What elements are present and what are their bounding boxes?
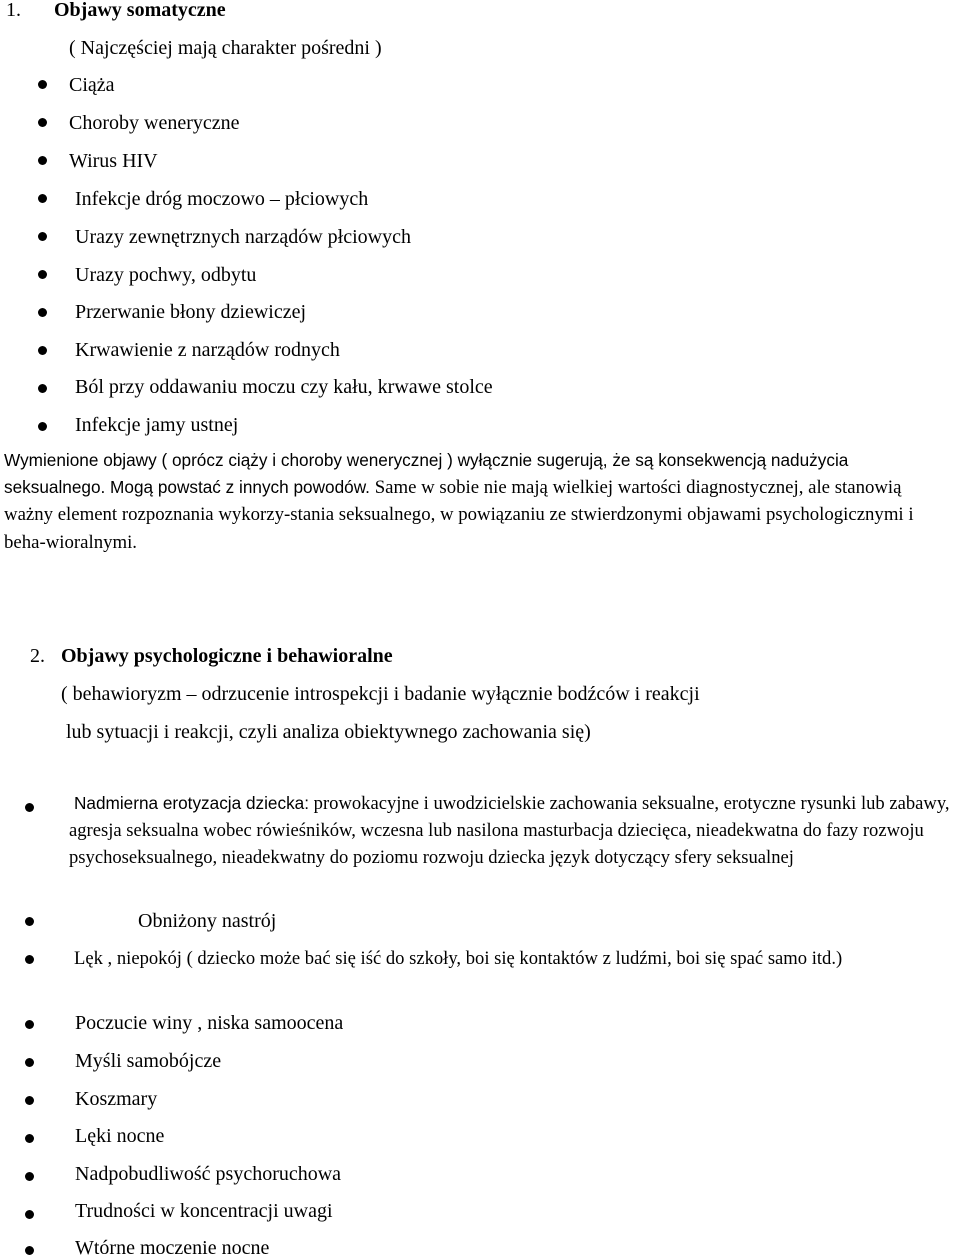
list-item: Krwawienie z narządów rodnych [75,339,340,361]
list-item: Wtórne moczenie nocne [75,1237,270,1259]
paragraph-part-1: Wymienione objawy ( oprócz ciąży i choroby wenerycznej ) wyłącznie sugerują, że są konsekwencją nadużycia seksualnego. Mogą powstać z innych powodów. [4,450,849,497]
bullet-icon [38,194,47,203]
list-item: Trudności w koncentracji uwagi [75,1200,333,1222]
bullet-icon [38,118,47,127]
item-lead: Nadmierna erotyzacja dziecka: [74,793,310,813]
bullet-icon [38,308,47,317]
bullet-icon [25,1172,34,1181]
list-item: Choroby weneryczne [69,112,240,134]
bullet-icon [38,156,47,165]
list-item: Nadpobudliwość psychoruchowa [75,1163,342,1185]
list-item: Lęki nocne [75,1125,165,1147]
bullet-icon [38,384,47,393]
bullet-icon [25,1134,34,1143]
section-2-note-line-2: lub sytuacji i reakcji, czyli analiza obiektywnego zachowania się) [66,721,591,743]
paragraph-part-2: Same w sobie nie mają wielkiej wartości diagnostycznej, ale stanowią ważny element rozpoznania wykorzy-stania seksualnego, w powiązaniu ze stwierdzonymi objawami psychologicznymi i beha-wioralnymi. [4,476,914,553]
bullet-icon [25,1210,34,1219]
bullet-icon [38,270,47,279]
item-body: prowokacyjne i uwodzicielskie zachowania seksualne, erotyczne rysunki lub zabawy, agresja seksualna wobec rówieśników, wczesna lub nasilona masturbacja dziecięca, nieadekwatna do fazy rozwoju psychoseksualnego, nieadekwatny do poziomu rozwoju dziecka język dotyczący sfery seksualnej [69,793,950,868]
list-item [69,790,959,871]
list-item: Infekcje dróg moczowo – płciowych [75,188,369,210]
section-1-number: 1. [6,0,21,21]
bullet-icon [25,955,34,964]
list-item: Wirus HIV [69,150,158,172]
section-2-title: Objawy psychologiczne i behawioralne [61,645,393,667]
bullet-icon [25,1020,34,1029]
list-item: Urazy pochwy, odbytu [75,264,257,286]
list-item: Infekcje jamy ustnej [75,414,239,436]
list-item: Ciąża [69,74,115,96]
list-item: Urazy zewnętrznych narządów płciowych [75,226,411,248]
list-item: Lęk , niepokój ( dziecko może bać się iść do szkoły, boi się kontaktów z ludźmi, boi się spać samo itd.) [74,948,843,969]
bullet-icon [38,422,47,431]
section-2-number: 2. [30,645,45,667]
section-1-subtitle: ( Najczęściej mają charakter pośredni ) [69,37,382,59]
bullet-icon [25,1096,34,1105]
bullet-icon [25,803,34,812]
list-item: Poczucie winy , niska samoocena [75,1012,344,1034]
list-item: Koszmary [75,1088,158,1110]
bullet-icon [25,1058,34,1067]
section-1-title: Objawy somatyczne [54,0,226,21]
section-2-note-line-1: ( behawioryzm – odrzucenie introspekcji i badanie wyłącznie bodźców i reakcji [61,683,700,705]
list-item: Myśli samobójcze [75,1050,222,1072]
list-item: Przerwanie błony dziewiczej [75,301,307,323]
bullet-icon [38,80,47,89]
section-1-paragraph [4,447,954,556]
list-item: Obniżony nastrój [138,910,277,932]
bullet-icon [25,1246,34,1255]
bullet-icon [25,917,34,926]
list-item: Ból przy oddawaniu moczu czy kału, krwawe stolce [75,376,493,398]
bullet-icon [38,346,47,355]
bullet-icon [38,232,47,241]
